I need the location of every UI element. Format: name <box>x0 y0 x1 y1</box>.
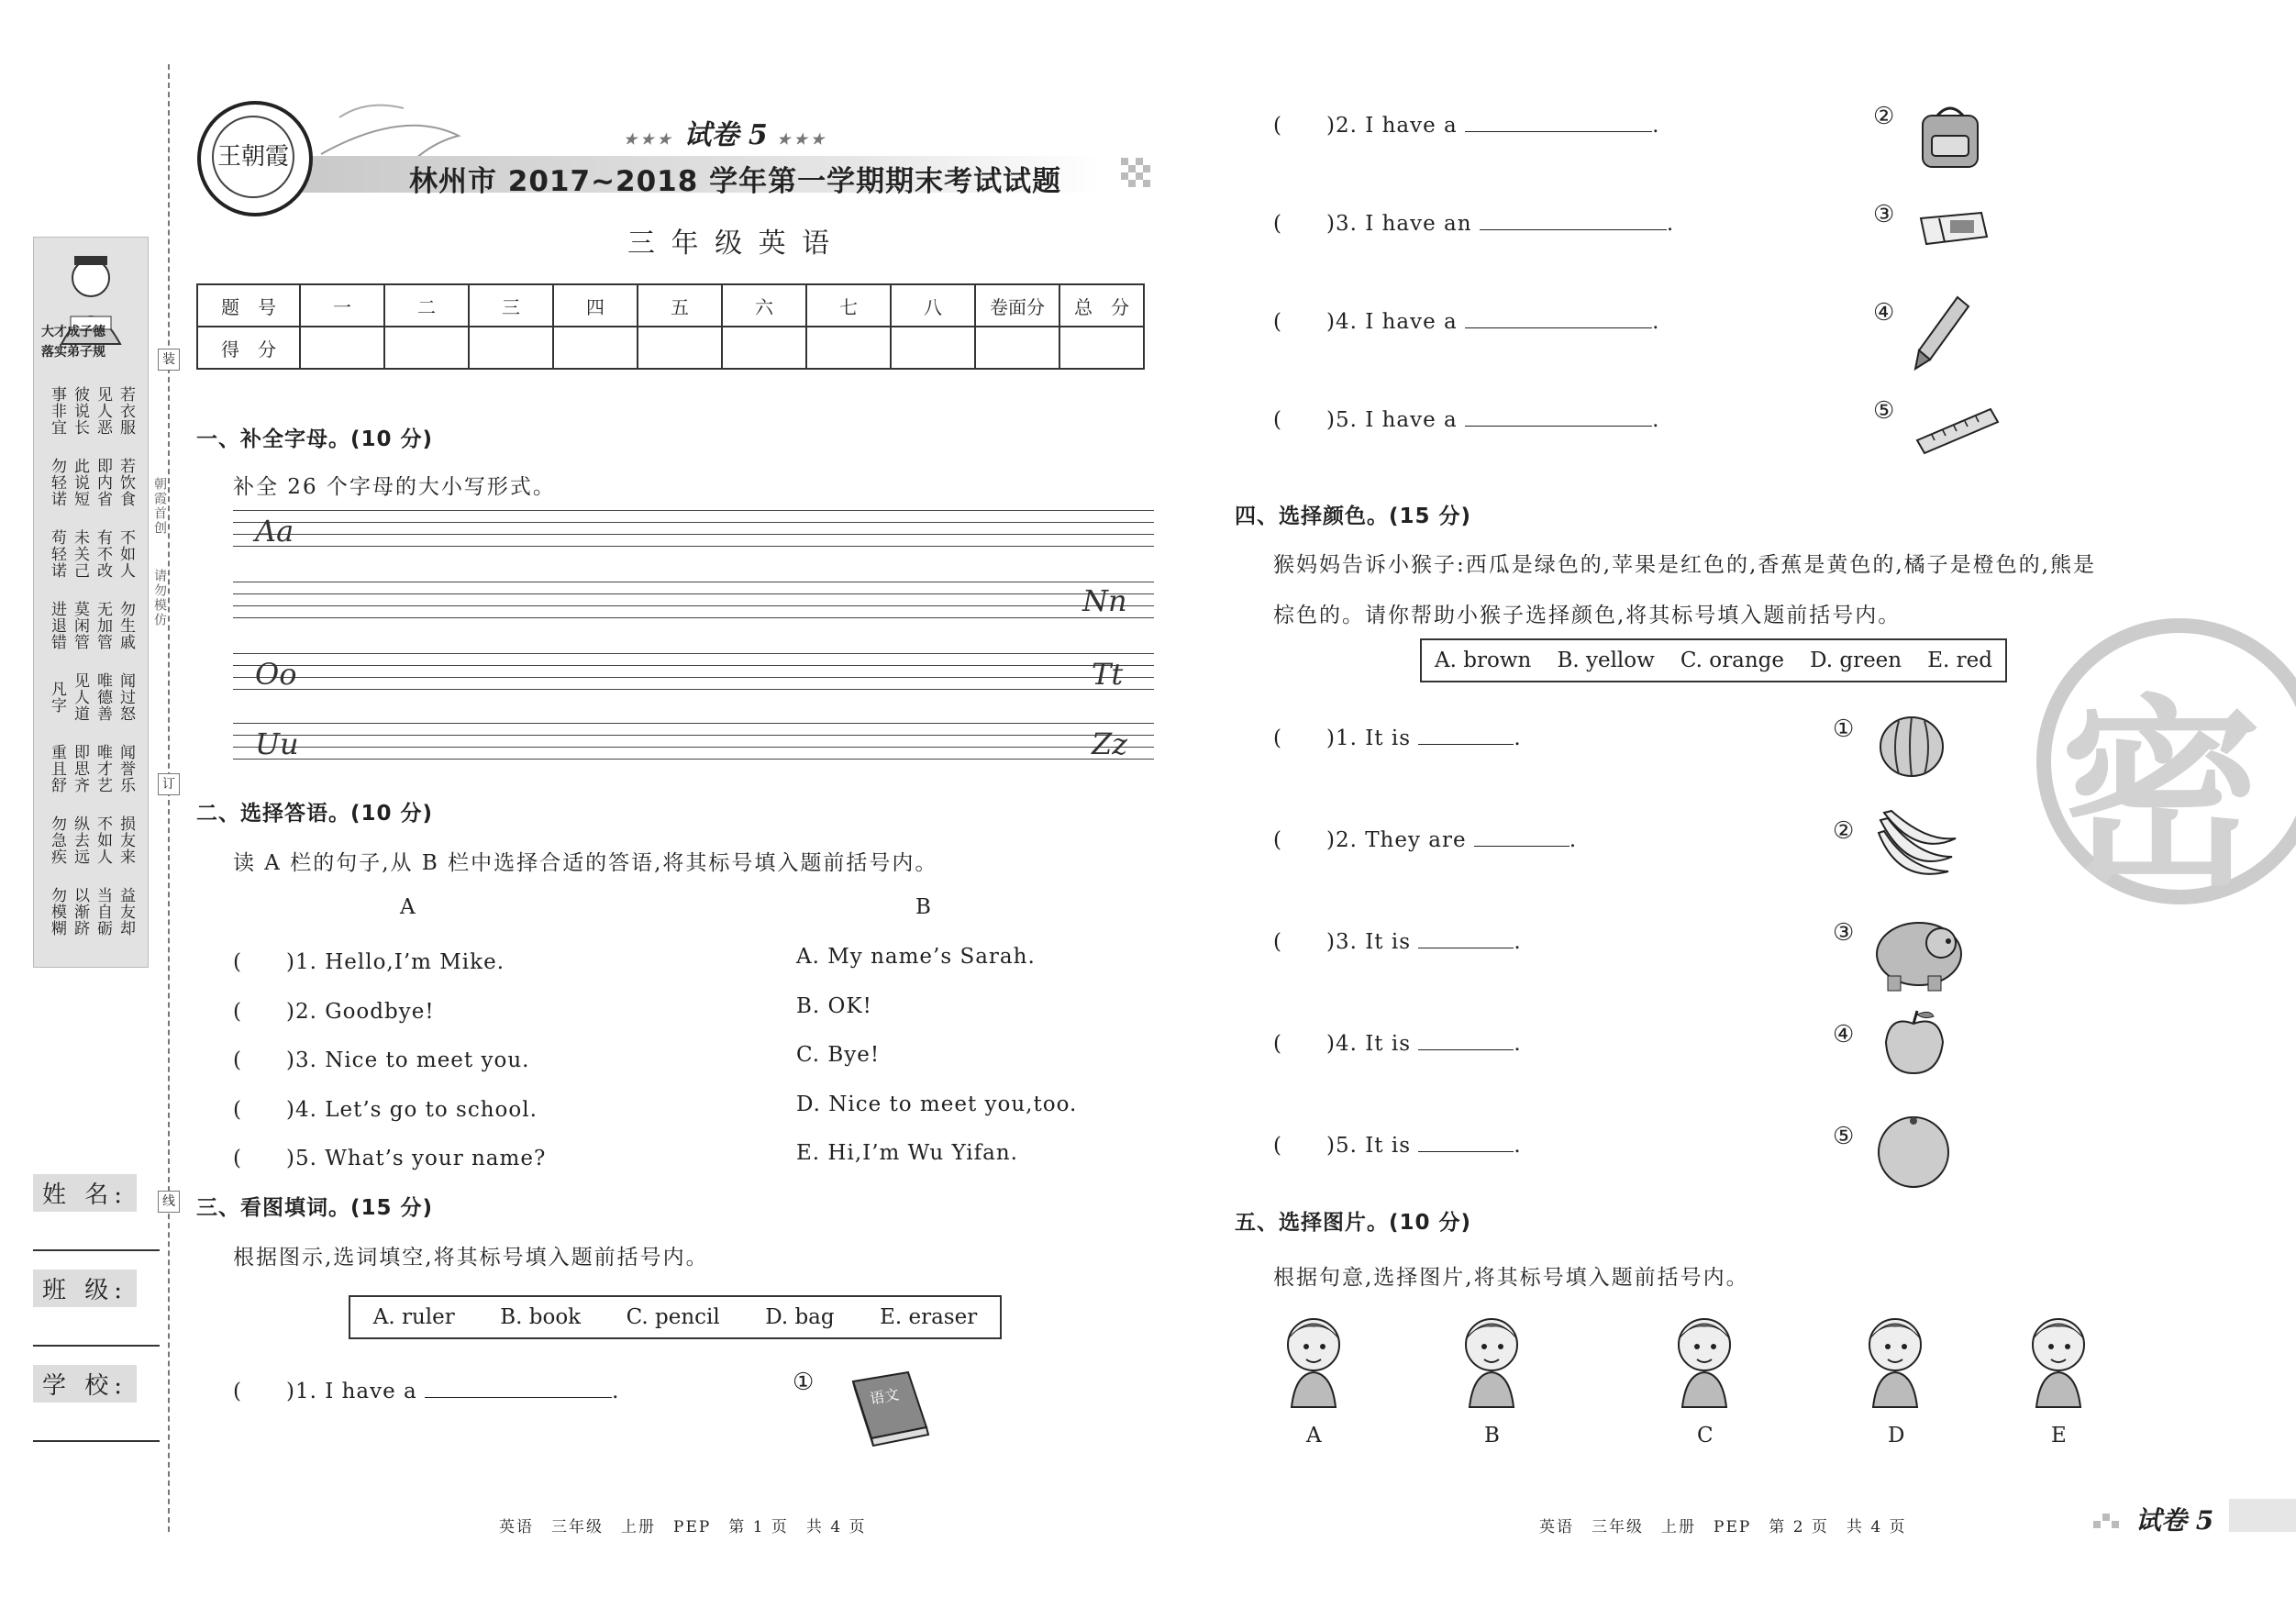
motto-phrase: 凡字 <box>48 681 66 714</box>
s4-q5-blank[interactable] <box>1418 1151 1514 1152</box>
s3-num-1: ① <box>793 1369 815 1396</box>
option-orange: C. orange <box>1680 649 1785 672</box>
writing-line <box>233 605 1154 606</box>
letter-Uu: Uu <box>255 726 299 761</box>
motto-phrase: 未关己 <box>71 529 89 579</box>
option-green: D. green <box>1810 649 1902 672</box>
writing-line <box>233 735 1154 736</box>
class-field[interactable] <box>33 1345 160 1347</box>
writing-line <box>233 747 1154 748</box>
s3-q1-text: ( )1. I have a <box>233 1380 417 1403</box>
paper-badge-text: 试卷 5 <box>683 119 768 151</box>
exam-title: 林州市 2017~2018 学年第一学期期末考试试题 <box>409 165 1062 198</box>
motto-phrase: 闻誉乐 <box>116 744 135 793</box>
s3-q5-blank[interactable] <box>1465 426 1652 427</box>
motto-phrase: 若衣服 <box>116 386 135 436</box>
s2-question-1[interactable]: ( )1. Hello,I’m Mike. <box>233 950 505 974</box>
motto-phrase: 无加管 <box>94 601 112 650</box>
section4-options <box>1420 638 2007 682</box>
letter-Nn: Nn <box>1082 583 1127 618</box>
star-decoration-left: ★★★ <box>624 130 675 148</box>
s3-q2-blank[interactable] <box>1465 131 1652 132</box>
s4-question-3: ( )3. It is . <box>1273 930 1522 954</box>
picture-label: D <box>1888 1424 1906 1447</box>
s3-num-2: ② <box>1873 103 1895 130</box>
score-header-cell: 六 <box>722 284 806 327</box>
s3-q4-text: ( )4. I have a <box>1273 310 1458 334</box>
motto-phrase: 不如人 <box>116 529 135 579</box>
score-cell[interactable]: 得 分 <box>197 327 300 369</box>
score-header-cell: 二 <box>384 284 469 327</box>
score-cell[interactable] <box>638 327 722 369</box>
writing-line <box>233 617 1154 618</box>
motto-phrase: 闻过怒 <box>116 672 135 722</box>
motto-phrase: 唯德善 <box>94 672 112 722</box>
s2-question-2[interactable]: ( )2. Goodbye! <box>233 999 435 1024</box>
writing-line <box>233 593 1154 594</box>
writing-line <box>233 653 1154 654</box>
s4-q5-text: ( )5. It is <box>1273 1134 1411 1158</box>
score-header-cell: 七 <box>806 284 891 327</box>
section2-heading: 二、选择答语。(10 分) <box>196 802 434 826</box>
s3-q2-text: ( )2. I have a <box>1273 114 1458 138</box>
score-header-cell: 八 <box>891 284 975 327</box>
s3-q3-text: ( )3. I have an <box>1273 212 1472 236</box>
letter-Tt: Tt <box>1092 657 1124 692</box>
book-cover-text: 语文 <box>868 1385 901 1408</box>
checker-decoration <box>1121 158 1158 194</box>
s3-question-3: ( )3. I have an . <box>1273 212 1675 236</box>
option-pencil: C. pencil <box>626 1305 720 1329</box>
score-cell[interactable] <box>722 327 806 369</box>
child-figure-icon[interactable] <box>1855 1308 1947 1409</box>
section3-options <box>349 1295 1002 1339</box>
motto-phrase: 若饮食 <box>116 458 135 507</box>
option-ruler: A. ruler <box>372 1305 455 1329</box>
score-cell[interactable] <box>553 327 638 369</box>
s3-num-5: ⑤ <box>1873 397 1895 425</box>
s3-question-2: ( )2. I have a . <box>1273 114 1660 138</box>
s4-num-5: ⑤ <box>1833 1123 1855 1150</box>
vertical-note-2: 请勿模仿 <box>152 569 167 627</box>
logo-text: 王朝霞 <box>212 116 294 198</box>
column-a-label: A <box>400 895 416 919</box>
picture-label: B <box>1484 1424 1501 1447</box>
motto-phrase: 勿模糊 <box>48 887 66 937</box>
s3-num-3: ③ <box>1873 201 1895 228</box>
motto-phrase: 重且舒 <box>48 744 66 793</box>
score-cell[interactable] <box>469 327 553 369</box>
score-cell[interactable] <box>891 327 975 369</box>
s4-q4-text: ( )4. It is <box>1273 1032 1411 1056</box>
score-cell[interactable] <box>975 327 1059 369</box>
section4-heading: 四、选择颜色。(15 分) <box>1235 505 1472 528</box>
writing-line <box>233 723 1154 724</box>
picture-label: C <box>1697 1424 1714 1447</box>
motto-phrase: 见人道 <box>71 672 89 722</box>
motto-phrase: 勿轻诺 <box>48 458 66 507</box>
option-eraser: E. eraser <box>880 1305 978 1329</box>
writing-line <box>233 677 1154 678</box>
motto-phrase: 当自砺 <box>94 887 112 937</box>
option-bag: D. bag <box>765 1305 835 1329</box>
s3-question-5: ( )5. I have a . <box>1273 408 1660 432</box>
s2-question-4[interactable]: ( )4. Let’s go to school. <box>233 1097 538 1122</box>
motto-phrase: 损友来 <box>116 815 135 865</box>
s4-q2-blank[interactable] <box>1474 846 1569 847</box>
section5-heading: 五、选择图片。(10 分) <box>1235 1211 1472 1235</box>
s3-num-4: ④ <box>1873 299 1895 327</box>
child-figure-icon[interactable] <box>2018 1308 2110 1409</box>
section4-instruction-1: 猴妈妈告诉小猴子:西瓜是绿色的,苹果是红色的,香蕉是黄色的,橘子是橙色的,熊是 <box>1273 553 2096 577</box>
motto-phrase: 即内省 <box>94 458 112 507</box>
binding-dashed-line <box>168 64 170 1532</box>
pencil-icon <box>1912 294 1976 376</box>
s4-question-1: ( )1. It is . <box>1273 726 1522 750</box>
watermelon-icon <box>1875 708 1958 782</box>
score-header-cell: 五 <box>638 284 722 327</box>
name-field[interactable] <box>33 1249 160 1251</box>
score-value-row <box>197 327 1144 369</box>
s3-q5-text: ( )5. I have a <box>1273 408 1458 432</box>
watermark-text: 密 <box>2060 675 2263 913</box>
writing-line <box>233 522 1154 523</box>
writing-line <box>233 759 1154 760</box>
footer-badge-band <box>2229 1499 2296 1532</box>
footer-page-1: 英语 三年级 上册 PEP 第 1 页 共 4 页 <box>499 1518 867 1536</box>
s3-q3-blank[interactable] <box>1480 229 1667 230</box>
child-figure-icon[interactable] <box>1273 1308 1365 1409</box>
bear-icon <box>1873 912 1974 994</box>
motto-phrase: 彼说长 <box>71 386 89 436</box>
score-header-cell: 题 号 <box>197 284 300 327</box>
s4-q3-text: ( )3. It is <box>1273 930 1411 954</box>
motto-phrase: 事非宜 <box>48 386 66 436</box>
score-cell[interactable] <box>300 327 384 369</box>
s2-answer-4: D. Nice to meet you,too. <box>796 1092 1078 1116</box>
section3-instruction: 根据图示,选词填空,将其标号填入题前括号内。 <box>233 1246 709 1270</box>
s2-question-5[interactable]: ( )5. What’s your name? <box>233 1147 547 1170</box>
s3-q1-blank[interactable] <box>425 1397 612 1398</box>
option-red: E. red <box>1927 649 1992 672</box>
s4-q1-text: ( )1. It is <box>1273 726 1411 750</box>
s4-q1-blank[interactable] <box>1418 744 1514 745</box>
s4-num-4: ④ <box>1833 1021 1855 1048</box>
footer-badge: 试卷 5 <box>2135 1505 2214 1536</box>
section3-heading: 三、看图填词。(15 分) <box>196 1196 434 1220</box>
score-header-row <box>197 284 1144 327</box>
s4-question-4: ( )4. It is . <box>1273 1032 1522 1056</box>
school-label: 学 校: <box>33 1365 137 1403</box>
child-figure-icon[interactable] <box>1664 1308 1756 1409</box>
exam-subtitle: 三 年 级 英 语 <box>627 227 834 260</box>
s2-question-3[interactable]: ( )3. Nice to meet you. <box>233 1048 530 1072</box>
s3-question-4: ( )4. I have a . <box>1273 310 1660 334</box>
writing-line <box>233 546 1154 547</box>
motto-heading-1: 大才成子德 <box>41 325 105 339</box>
option-yellow: B. yellow <box>1557 649 1655 672</box>
picture-label: E <box>2051 1424 2068 1447</box>
badge-checker-icon <box>2093 1508 2121 1532</box>
bind-mark-2: 订 <box>158 773 180 795</box>
bind-mark-3: 线 <box>158 1191 180 1213</box>
section4-instruction-2: 棕色的。请你帮助小猴子选择颜色,将其标号填入题前括号内。 <box>1273 604 1902 627</box>
letter-Oo: Oo <box>255 657 297 692</box>
option-brown: A. brown <box>1435 649 1532 672</box>
picture-label: A <box>1306 1424 1323 1447</box>
score-header-cell: 总 分 <box>1059 284 1144 327</box>
writing-line <box>233 665 1154 666</box>
s2-answer-2: B. OK! <box>796 993 872 1018</box>
writing-line <box>233 689 1154 690</box>
child-figure-icon[interactable] <box>1451 1308 1543 1409</box>
score-cell[interactable] <box>384 327 469 369</box>
section1-heading: 一、补全字母。(10 分) <box>196 427 434 451</box>
motto-heading-2: 落实弟子规 <box>41 345 105 360</box>
bananas-icon <box>1871 802 1963 884</box>
motto-phrase: 此说短 <box>71 458 89 507</box>
motto-phrase: 益友却 <box>116 887 135 937</box>
letter-Aa: Aa <box>255 514 294 549</box>
motto-phrase: 唯才艺 <box>94 744 112 793</box>
motto-phrase: 不如人 <box>94 815 112 865</box>
score-cell[interactable] <box>1059 327 1144 369</box>
s3-question-1: ( )1. I have a . <box>233 1380 620 1403</box>
score-table <box>196 283 1145 370</box>
letter-Zz: Zz <box>1092 726 1128 761</box>
eraser-icon <box>1917 209 2000 255</box>
motto-phrase: 苟轻诺 <box>48 529 66 579</box>
section1-instruction: 补全 26 个字母的大小写形式。 <box>233 475 556 499</box>
motto-phrase: 勿急疾 <box>48 815 66 865</box>
school-field[interactable] <box>33 1440 160 1442</box>
motto-phrase: 即思齐 <box>71 744 89 793</box>
class-label: 班 级: <box>33 1270 137 1307</box>
score-cell[interactable] <box>806 327 891 369</box>
bind-mark-1: 装 <box>158 349 180 371</box>
motto-phrase: 见人恶 <box>94 386 112 436</box>
publisher-logo <box>197 101 313 216</box>
bag-icon <box>1912 103 1994 176</box>
apple-icon <box>1880 1007 1954 1081</box>
s4-q4-blank[interactable] <box>1418 1049 1514 1050</box>
motto-phrase: 勿生戚 <box>116 601 135 650</box>
s4-num-2: ② <box>1833 817 1855 845</box>
name-label: 姓 名: <box>33 1174 137 1212</box>
s2-answer-1: A. My name’s Sarah. <box>796 945 1036 969</box>
ruler-icon <box>1913 404 2005 459</box>
writing-line <box>233 510 1154 511</box>
s3-q4-blank[interactable] <box>1465 327 1652 328</box>
vertical-note-1: 朝霞首创 <box>152 477 167 536</box>
star-decoration-right: ★★★ <box>777 130 828 148</box>
score-header-cell: 卷面分 <box>975 284 1059 327</box>
motto-phrase: 进退错 <box>48 601 66 650</box>
s2-answer-3: C. Bye! <box>796 1043 881 1067</box>
motto-phrase: 莫闲管 <box>71 601 89 650</box>
orange-icon <box>1875 1110 1958 1192</box>
writing-line <box>233 534 1154 535</box>
motto-columns <box>45 375 137 948</box>
motto-phrase: 有不改 <box>94 529 112 579</box>
s4-question-5: ( )5. It is . <box>1273 1134 1522 1158</box>
column-b-label: B <box>915 895 932 919</box>
option-book: B. book <box>500 1305 582 1329</box>
s4-question-2: ( )2. They are . <box>1273 828 1578 852</box>
section5-instruction: 根据句意,选择图片,将其标号填入题前括号内。 <box>1273 1266 1749 1290</box>
s4-q2-text: ( )2. They are <box>1273 828 1467 852</box>
footer-page-2: 英语 三年级 上册 PEP 第 2 页 共 4 页 <box>1539 1518 1907 1536</box>
section2-instruction: 读 A 栏的句子,从 B 栏中选择合适的答语,将其标号填入题前括号内。 <box>233 851 938 875</box>
motto-phrase: 以渐跻 <box>71 887 89 937</box>
score-header-cell: 三 <box>469 284 553 327</box>
s4-num-3: ③ <box>1833 919 1855 947</box>
motto-phrase: 纵去远 <box>71 815 89 865</box>
s4-num-1: ① <box>1833 715 1855 743</box>
motto-panel <box>33 237 149 968</box>
s2-answer-5: E. Hi,I’m Wu Yifan. <box>796 1141 1018 1165</box>
score-header-cell: 四 <box>553 284 638 327</box>
paper-badge <box>624 112 827 152</box>
score-header-cell: 一 <box>300 284 384 327</box>
